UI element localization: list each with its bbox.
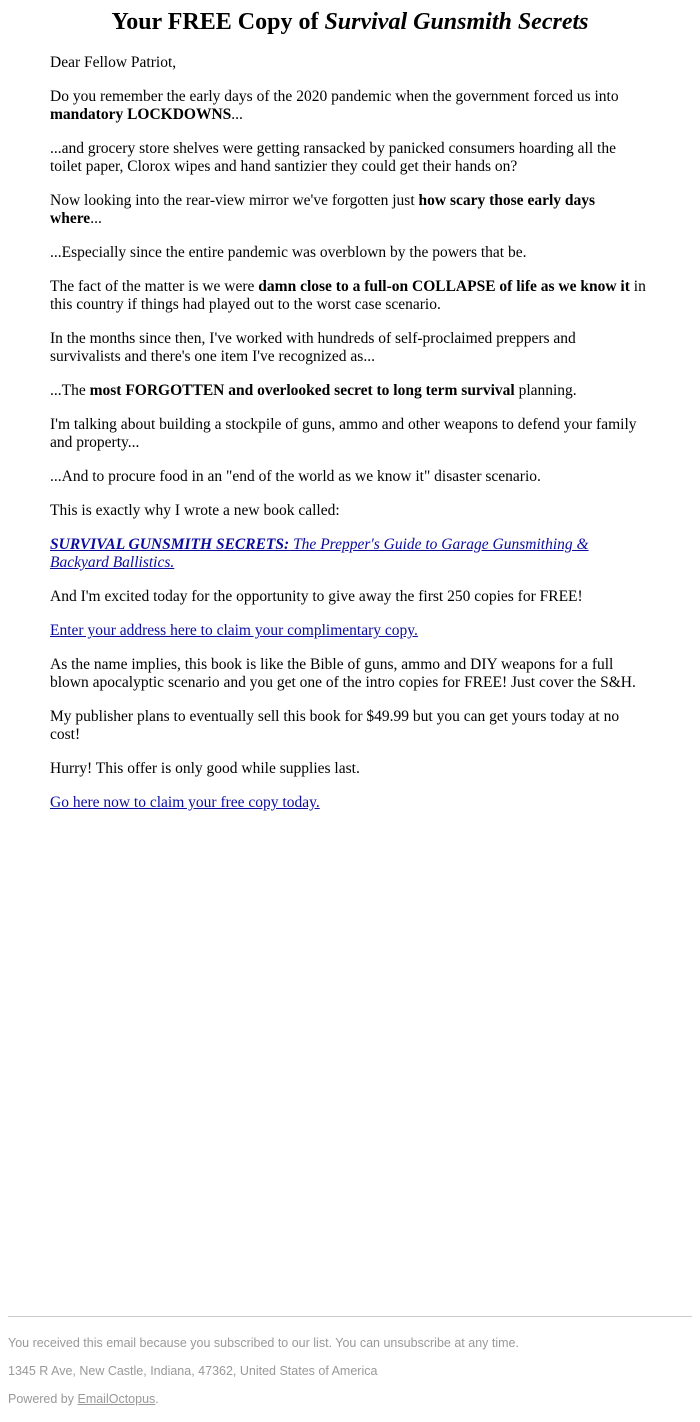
paragraph-food: ...And to procure food in an "end of the world as we know it" disaster scenario. [50,468,541,485]
text: ... [231,106,243,123]
text: planning. [514,382,577,399]
emphasis: mandatory LOCKDOWNS [50,106,232,123]
paragraph-collapse [50,278,650,314]
paragraph-claim-link-1 [50,622,650,640]
text: Now looking into the rear-view mirror we've forgotten just [50,192,419,209]
emailoctopus-link[interactable]: EmailOctopus [77,1392,156,1406]
paragraph-hurry: Hurry! This offer is only good while supplies last. [50,760,360,777]
text: ... [90,210,102,227]
paragraph-rear-view [50,192,650,228]
paragraph-lockdowns [50,88,650,124]
headline-prefix: Your FREE Copy of [111,9,325,35]
book-link-subtitle: The Prepper's Guide to Garage Gunsmithing & Backyard Ballistics. [50,536,589,571]
book-link-bold: SURVIVAL GUNSMITH SECRETS: [50,536,290,553]
claim-copy-link[interactable]: Enter your address here to claim your complimentary copy. [50,622,418,639]
paragraph-claim-link-2 [50,794,650,812]
book-title-link[interactable] [50,536,589,571]
greeting: Dear Fellow Patriot, [50,54,177,71]
email-footer [8,1336,692,1420]
subscription-notice: You received this email because you subscribed to our list. You can unsubscribe at any time. [8,1336,519,1350]
footer-divider [8,1316,692,1317]
paragraph-book-link [50,536,650,572]
sender-address: 1345 R Ave, New Castle, Indiana, 47362, United States of America [8,1364,378,1378]
email-headline [0,0,700,36]
emphasis: how scary those early days where [50,192,596,227]
paragraph-bible: As the name implies, this book is like the Bible of guns, ammo and DIY weapons for a full blown apocalyptic scenario and you get one of the intro copies for FREE! Just cover the S&H. [50,656,636,691]
headline-book-title: Survival Gunsmith Secrets [324,9,589,35]
paragraph-grocery: ...and grocery store shelves were getting ransacked by panicked consumers hoarding all the toilet paper, Clorox wipes and hand santizier they could get their hands on? [50,140,616,175]
powered-by [8,1392,692,1407]
emphasis: most FORGOTTEN and overlooked secret to long term survival [89,382,515,399]
paragraph-overblown: ...Especially since the entire pandemic was overblown by the powers that be. [50,244,527,261]
powered-by-prefix: Powered by [8,1392,78,1406]
powered-by-suffix: . [155,1392,159,1406]
paragraph-price: My publisher plans to eventually sell this book for $49.99 but you can get yours today at no cost! [50,708,620,743]
paragraph-new-book: This is exactly why I wrote a new book called: [50,502,340,519]
text: Do you remember the early days of the 2020 pandemic when the government forced us into [50,88,619,105]
claim-free-copy-link[interactable]: Go here now to claim your free copy today. [50,794,320,811]
text: The fact of the matter is we were [50,278,259,295]
paragraph-forgotten-secret [50,382,650,400]
emphasis: damn close to a full-on COLLAPSE of life as we know it [258,278,630,295]
text: in this country if things had played out to the worst case scenario. [50,278,646,313]
letter-content [50,54,650,812]
paragraph-stockpile: I'm talking about building a stockpile of guns, ammo and other weapons to defend your family and property... [50,416,637,451]
text: ...The [50,382,90,399]
paragraph-giveaway: And I'm excited today for the opportunity to give away the first 250 copies for FREE! [50,588,583,605]
paragraph-preppers: In the months since then, I've worked with hundreds of self-proclaimed preppers and survivalists and there's one item I've recognized as... [50,330,576,365]
